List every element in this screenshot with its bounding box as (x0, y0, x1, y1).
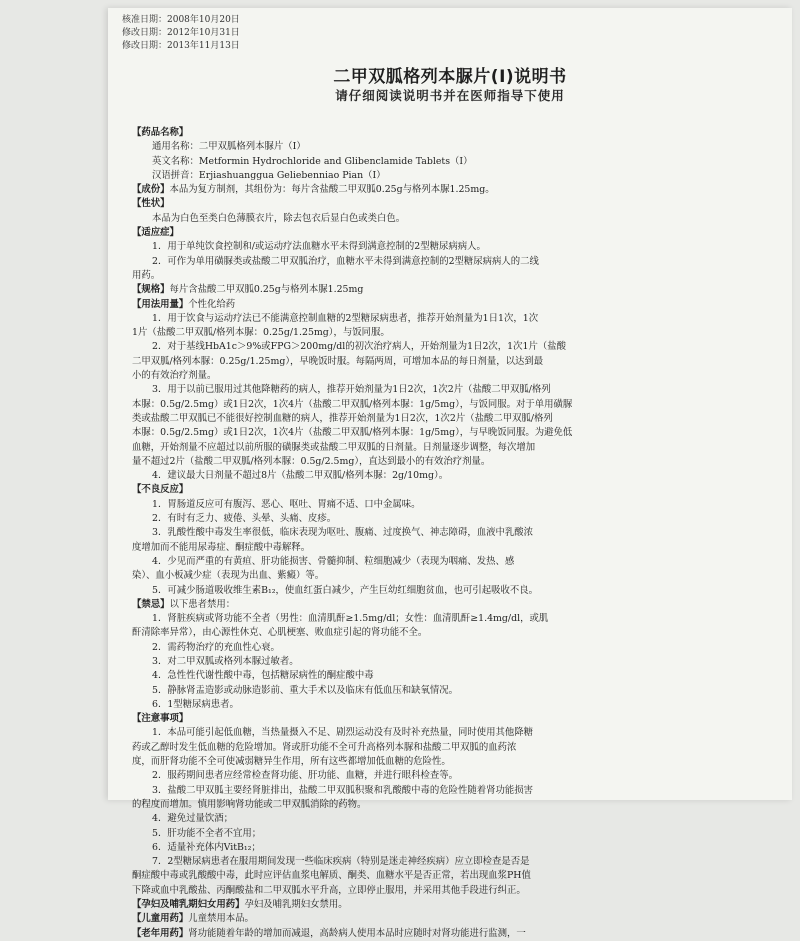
section-heading-dosage: 【用法用量】 (132, 298, 189, 310)
dosage-line: 血糖，开始剂量不应超过以前所服的磺脲类或盐酸二甲双胍的日剂量。日剂量逐步调整，每次增加 (132, 441, 536, 453)
section-heading-pregnancy: 【孕妇及哺乳期妇女用药】 (132, 899, 245, 911)
composition-text: 本品为复方制剂，其组份为：每片含盐酸二甲双胍0.25g与格列本脲1.25mg。 (169, 184, 495, 196)
section-strength (132, 283, 772, 297)
dosage-line: 本脲：0.5g/2.5mg）或1日2次，1次4片（盐酸二甲双胍/格列本脲：1g/5mg），与饭同服。对于单用磺脲 (132, 398, 573, 410)
precaution-line: 1．本品可能引起低血糖，当热量摄入不足、剧烈运动没有及时补充热量，同时使用其他降糖 (152, 727, 533, 739)
dosage-line: 量不超过2片（盐酸二甲双胍/格列本脲：0.5g/2.5mg），直达到最小的有效治疗剂量。 (132, 455, 491, 467)
precaution-line: 下降或血中乳酸盐、丙酮酸盐和二甲双胍水平升高，立即停止服用，并采用其他手段进行纠正。 (132, 884, 526, 896)
section-heading-indications: 【适应症】 (132, 227, 179, 239)
leaflet-page (108, 8, 792, 939)
indication-line: 2．可作为单用磺脲类或盐酸二甲双胍治疗，血糖水平未得到满意控制的2型糖尿病病人的二线 (152, 255, 539, 267)
section-contraindications (132, 598, 772, 612)
section-geriatric (132, 927, 772, 941)
contraindication-line: 6．1型糖尿病患者。 (152, 698, 239, 710)
adverse-line: 度增加而不能用尿毒症、酮症酸中毒解释。 (132, 541, 311, 553)
section-heading-contraindications: 【禁忌】 (132, 598, 170, 610)
generic-name: 通用名称：二甲双胍格列本脲片（Ⅰ） (152, 141, 306, 153)
section-heading-description: 【性状】 (132, 198, 170, 210)
contraindication-line: 3．对二甲双胍或格列本脲过敏者。 (152, 655, 299, 667)
section-heading-strength: 【规格】 (132, 284, 170, 296)
adverse-line: 5．可减少肠道吸收维生素B₁₂，使血红蛋白减少，产生巨幼红细胞贫血，也可引起吸收不良。 (152, 584, 538, 596)
precaution-line: 4．避免过量饮酒； (152, 813, 233, 825)
revise-date-2: 修改日期：2013年11月13日 (122, 41, 240, 51)
adverse-line: 染）、血小板减少症（表现为出血、紫癜）等。 (132, 570, 325, 582)
contraindication-line: 酐清除率异常），由心源性休克、心肌梗塞、败血症引起的肾功能不全。 (132, 627, 428, 639)
precaution-line: 5．肝功能不全者不宜用； (152, 827, 262, 839)
dosage-line: 3．用于以前已服用过其他降糖药的病人，推荐开始剂量为1日2次，1次2片（盐酸二甲双胍/格列 (152, 384, 551, 396)
leaflet-body (132, 126, 772, 941)
description-text: 本品为白色至类白色薄膜衣片，除去包衣后显白色或类白色。 (152, 212, 406, 224)
adverse-line: 4．少见而严重的有黄疸、肝功能损害、骨髓抑制、粒细胞减少（表现为咽痛、发热、感 (152, 555, 515, 567)
dosage-line: 二甲双胍/格列本脲：0.25g/1.25mg），早晚饭时服。每隔两周，可增加本品的每日剂量，以达到最 (132, 355, 544, 367)
precaution-line: 酮症酸中毒或乳酸酸中毒，此时应评估血浆电解质、酮类、血糖水平是否正常，若出现血浆PH值 (132, 870, 531, 882)
contraindication-line: 5．静脉肾盂造影或动脉造影前、重大手术以及临床有低血压和缺氧情况。 (152, 684, 458, 696)
contraindications-intro: 以下患者禁用： (169, 598, 236, 610)
dosage-line: 本脲：0.5g/2.5mg）或1日2次，1次4片（盐酸二甲双胍/格列本脲：1g/5mg），与早晚饭同服。为避免低 (132, 427, 573, 439)
approve-date: 核准日期：2008年10月20日 (122, 15, 240, 25)
revision-dates (122, 14, 240, 53)
section-composition (132, 183, 772, 197)
document-title: 二甲双胍格列本脲片(Ⅰ)说明书 (333, 67, 567, 87)
contraindication-line: 4．急性性代谢性酸中毒，包括糖尿病性的酮症酸中毒 (152, 670, 374, 682)
precaution-line: 药或乙醇时发生低血糖的危险增加。肾或肝功能不全可升高格列本脲和盐酸二甲双胍的血药浓 (132, 741, 517, 753)
document-subtitle: 请仔细阅读说明书并在医师指导下使用 (335, 88, 565, 103)
adverse-line: 2．有时有乏力、疲倦、头晕、头痛、皮疹。 (152, 513, 337, 525)
precaution-line: 的程度而增加。慎用影响肾功能或二甲双胍消除的药物。 (132, 798, 367, 810)
adverse-line: 1．胃肠道反应可有腹泻、恶心、呕吐、胃痛不适、口中金属味。 (152, 498, 421, 510)
adverse-line: 3．乳酸性酸中毒发生率很低，临床表现为呕吐、腹痛、过度换气、神志障碍，血液中乳酸浓 (152, 527, 533, 539)
precaution-line: 度，而肝肾功能不全可使减弱糖异生作用，所有这些都增加低血糖的危险性。 (132, 756, 451, 768)
section-heading-pediatric: 【儿童用药】 (132, 913, 189, 925)
pinyin-name: 汉语拼音：Erjiashuanggua Geliebenniao Pian（Ⅰ） (152, 169, 386, 181)
section-heading-geriatric: 【老年用药】 (132, 927, 189, 939)
dosage-intro: 个性化给药 (188, 298, 236, 310)
dosage-line: 类或盐酸二甲双胍已不能很好控制血糖的病人，推荐开始剂量为1日2次，1次2片（盐酸二甲双胍/格列 (132, 412, 553, 424)
contraindication-line: 2．需药物治疗的充血性心衰。 (152, 641, 280, 653)
geriatric-text: 肾功能随着年龄的增加而减退，高龄病人使用本品时应随时对肾功能进行监测，一 (188, 927, 526, 939)
section-pediatric (132, 912, 772, 926)
section-heading-drug-name: 【药品名称】 (132, 127, 189, 138)
section-dosage (132, 298, 772, 312)
section-heading-composition: 【成份】 (132, 184, 170, 196)
precaution-line: 7．2型糖尿病患者在服用期间发现一些临床疾病（特别是迷走神经疾病）应立即检查是否是 (152, 856, 530, 868)
section-heading-precautions: 【注意事项】 (132, 713, 189, 725)
section-pregnancy (132, 898, 772, 912)
precaution-line: 2．服药期间患者应经常检查肾功能、肝功能、血糖，并进行眼科检查等。 (152, 770, 458, 782)
section-heading-adverse: 【不良反应】 (132, 484, 189, 496)
pregnancy-text: 孕妇及哺乳期妇女禁用。 (244, 899, 348, 911)
pediatric-text: 儿童禁用本品。 (188, 913, 254, 925)
contraindication-line: 1．肾脏疾病或肾功能不全者（男性：血清肌酐≥1.5mg/dl；女性：血清肌酐≥1.4mg/dl，或肌 (152, 613, 549, 625)
indication-line: 用药。 (132, 269, 161, 281)
dosage-line: 小的有效治疗剂量。 (132, 370, 217, 382)
dosage-line: 1片（盐酸二甲双胍/格列本脲：0.25g/1.25mg），与饭同服。 (132, 327, 390, 339)
dosage-line: 2．对于基线HbA1c＞9%或FPG＞200mg/dl的初次治疗病人，开始剂量为1日2次，1次1片（盐酸 (152, 341, 566, 353)
dosage-line: 1．用于饮食与运动疗法已不能满意控制血糖的2型糖尿病患者，推荐开始剂量为1日1次，1次 (152, 312, 539, 324)
indication-line: 1．用于单纯饮食控制和/或运动疗法血糖水平未得到满意控制的2型糖尿病病人。 (152, 241, 486, 253)
english-name: 英文名称：Metformin Hydrochloride and Glibenclamide Tablets（Ⅰ） (152, 155, 473, 167)
precaution-line: 6．适量补充体内VitB₁₂； (152, 841, 261, 853)
precaution-line: 3．盐酸二甲双胍主要经肾脏排出，盐酸二甲双胍积聚和乳酸酸中毒的危险性随着肾功能损害 (152, 784, 533, 796)
dosage-line: 4．建议最大日剂量不超过8片（盐酸二甲双胍/格列本脲：2g/10mg）。 (152, 470, 449, 482)
strength-text: 每片含盐酸二甲双胍0.25g与格列本脲1.25mg (169, 284, 364, 296)
revise-date-1: 修改日期：2012年10月31日 (122, 28, 240, 38)
